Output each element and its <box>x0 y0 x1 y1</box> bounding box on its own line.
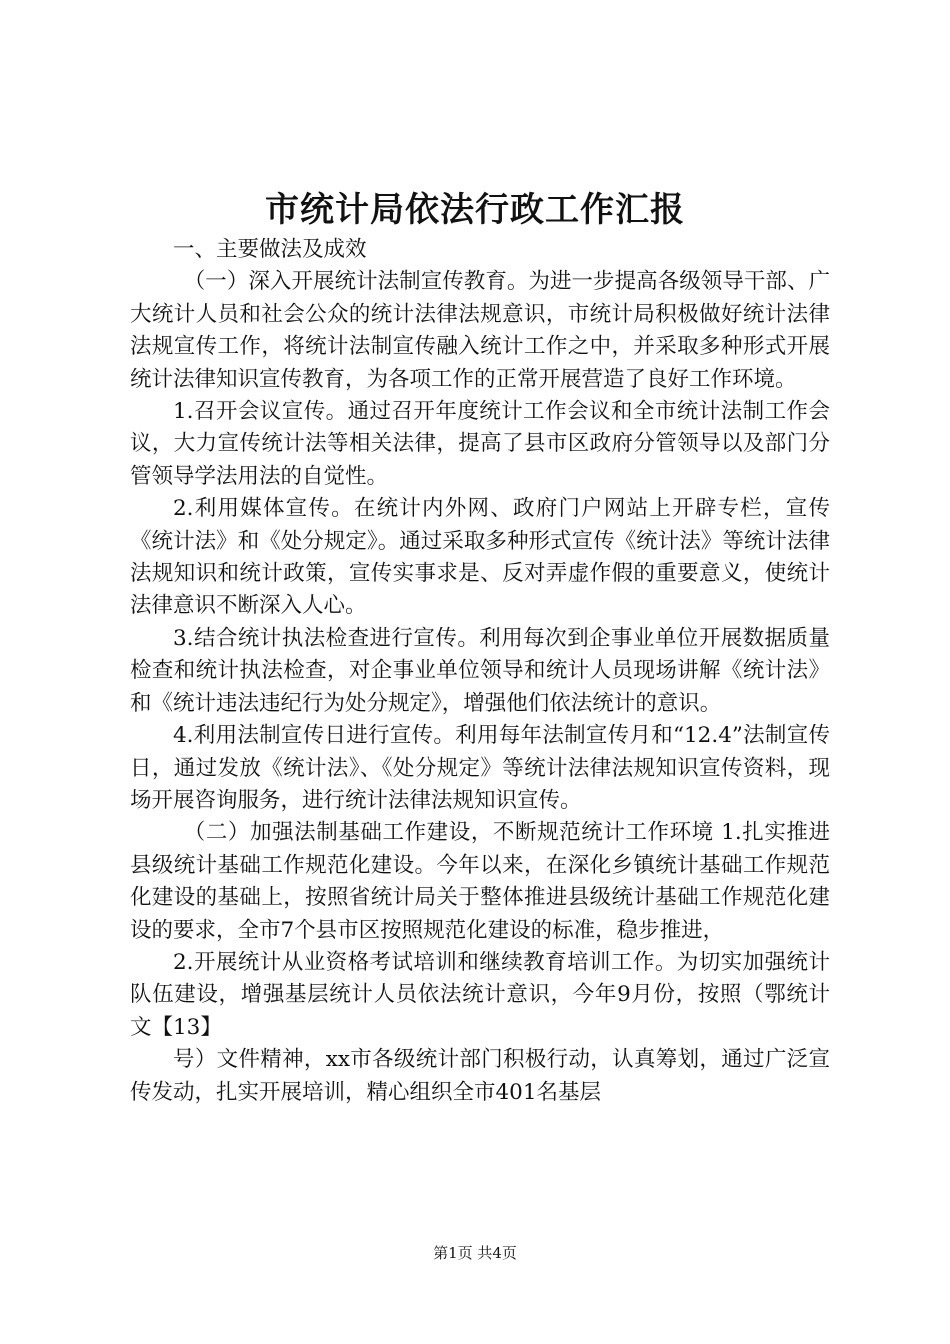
paragraph: 4.利用法制宣传日进行宣传。利用每年法制宣传月和“12.4”法制宣传日，通过发放《统计法》、《处分规定》等统计法律法规知识宣传资料，现场开展咨询服务，进行统计法律法规知识宣传。 <box>130 723 830 813</box>
paragraph: （一）深入开展统计法制宣传教育。为进一步提高各级领导干部、广大统计人员和社会公众的统计法律法规意识，市统计局积极做好统计法律法规宣传工作，将统计法制宣传融入统计工作之中，并采取多种形式开展统计法律知识宣传教育，为各项工作的正常开展营造了良好工作环境。 <box>130 269 830 392</box>
paragraph: （二）加强法制基础工作建设，不断规范统计工作环境 1.扎实推进县级统计基础工作规范化建设。今年以来，在深化乡镇统计基础工作规范化建设的基础上，按照省统计局关于整体推进县级统计基础工作规范化建设的要求，全市7个县市区按照规范化建设的标准，稳步推进， <box>130 820 830 943</box>
paragraph: 号）文件精神，xx市各级统计部门积极行动，认真筹划，通过广泛宣传发动，扎实开展培训，精心组织全市401名基层 <box>130 1047 830 1105</box>
paragraph: 2.利用媒体宣传。在统计内外网、政府门户网站上开辟专栏，宣传《统计法》和《处分规定》。通过采取多种形式宣传《统计法》等统计法律法规知识和统计政策，宣传实事求是、反对弄虚作假的重要意义，使统计法律意识不断深入人心。 <box>130 496 830 619</box>
section-heading: 一、主要做法及成效 <box>173 237 367 262</box>
paragraph: 3.结合统计执法检查进行宣传。利用每次到企事业单位开展数据质量检查和统计执法检查，对企事业单位领导和统计人员现场讲解《统计法》和《统计违法违纪行为处分规定》，增强他们依法统计的意识。 <box>130 625 830 716</box>
paragraph: 2.开展统计从业资格考试培训和继续教育培训工作。为切实加强统计队伍建设，增强基层统计人员依法统计意识，今年9月份，按照（鄂统计文【13】 <box>130 949 830 1040</box>
document-body <box>130 234 830 1109</box>
document-title: 市统计局依法行政工作汇报 <box>265 190 685 230</box>
paragraph: 1.召开会议宣传。通过召开年度统计工作会议和全市统计法制工作会议，大力宣传统计法等相关法律，提高了县市区政府分管领导以及部门分管领导学法用法的自觉性。 <box>130 399 830 489</box>
page-footer: 第1页 共4页 <box>433 1244 517 1262</box>
